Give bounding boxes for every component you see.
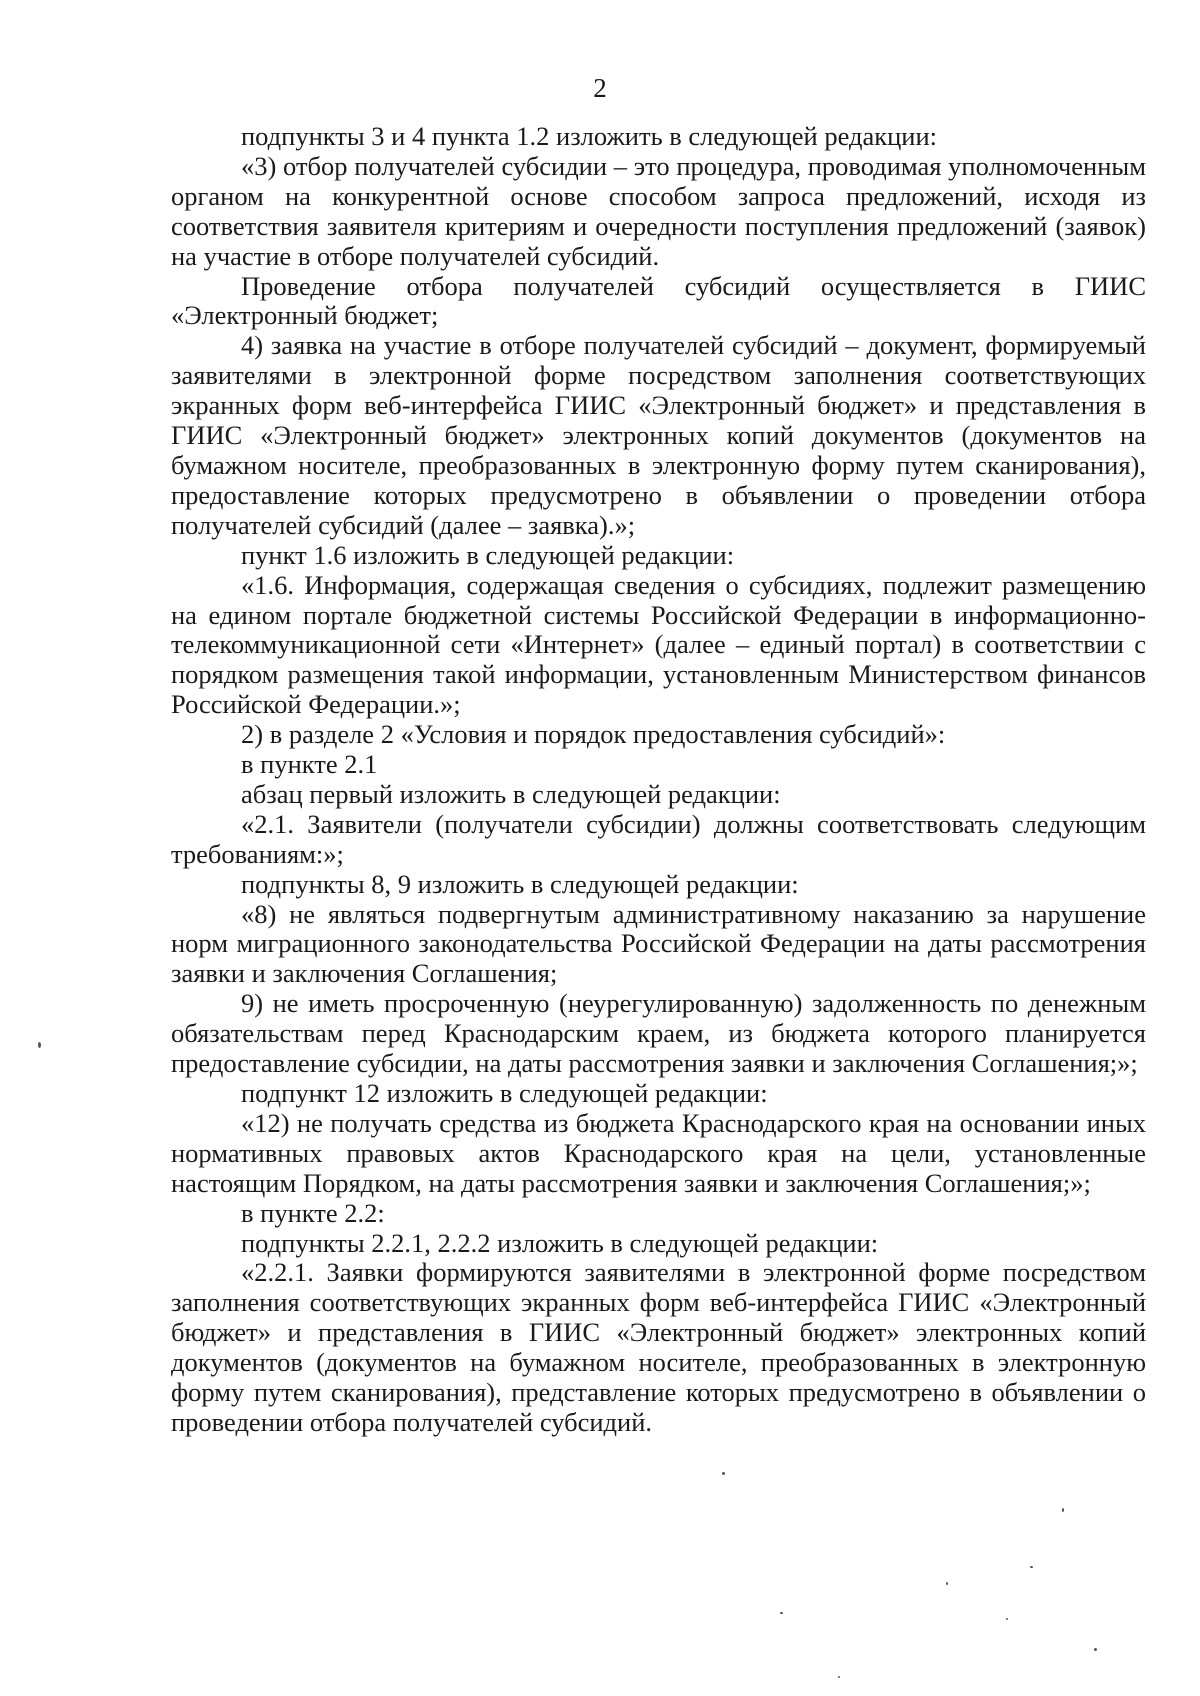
paragraph: подпункты 3 и 4 пункта 1.2 изложить в следующей редакции: (241, 121, 938, 151)
paragraph: подпункты 2.2.1, 2.2.2 изложить в следующей редакции: (241, 1227, 879, 1258)
paragraph: подпункт 12 изложить в следующей редакции: (241, 1078, 768, 1108)
paragraph: в пункте 2.2: (241, 1197, 385, 1228)
paragraph: подпункты 8, 9 изложить в следующей редакции: (241, 868, 799, 899)
paragraph: «1.6. Информация, содержащая сведения о субсидиях, подлежит размещению на едином портале бюджетной системы Российской Федерации в информационно-телекоммуникационной сети «Интернет» (далее – единый портал) в соответствии с порядком размещения такой информации, установленным Министерством финансов Российской Федерации.»; (171, 569, 1146, 720)
paragraph: пункт 1.6 изложить в следующей редакции: (241, 539, 735, 570)
scan-speck (1094, 1648, 1097, 1651)
scan-speck (946, 1582, 948, 1585)
scan-speck (1006, 1618, 1008, 1620)
page-number: 2 (593, 73, 607, 103)
paragraph: 4) заявка на участие в отборе получателей субсидий – документ, формируемый заявителями в электронной форме посредством заполнения соответствующих экранных форм веб-интерфейса ГИИС «Электронный бюджет» и представления в ГИИС «Электронный бюджет» электронных копий документов (документов на бумажном носителе, преобразованных в электронную форму путем сканирования), предоставление которых предусмотрено в объявлении о проведении отбора получателей субсидий (далее – заявка).»; (171, 330, 1146, 540)
paragraph: 9) не иметь просроченную (неурегулированную) задолженность по денежным обязательствам перед Краснодарским краем, из бюджета которого планируется предоставление субсидии, на даты рассмотрения заявки и заключения Соглашения;»; (171, 988, 1146, 1079)
scan-speck (38, 1042, 41, 1048)
paragraph: 2) в разделе 2 «Условия и порядок предоставления субсидий»: (241, 719, 946, 750)
scan-speck (722, 1472, 725, 1475)
paragraph: «2.2.1. Заявки формируются заявителями в электронной форме посредством заполнения соответствующих экранных форм веб-интерфейса ГИИС «Электронный бюджет» и представления в ГИИС «Электронный бюджет» электронных копий документов (документов на бумажном носителе, преобразованных в электронную форму путем сканирования), представление которых предусмотрено в объявлении о проведении отбора получателей субсидий. (171, 1257, 1146, 1437)
scan-speck (1062, 1508, 1064, 1512)
paragraph: абзац первый изложить в следующей редакции: (241, 778, 781, 809)
scan-speck (838, 1676, 840, 1678)
paragraph: Проведение отбора получателей субсидий осуществляется в ГИИС «Электронный бюджет; (171, 270, 1146, 331)
paragraph: «8) не являться подвергнутым административному наказанию за нарушение норм миграционного законодательства Российской Федерации на даты рассмотрения заявки и заключения Соглашения; (171, 898, 1146, 989)
paragraph: «3) отбор получателей субсидии – это процедура, проводимая уполномоченным органом на конкурентной основе способом запроса предложений, исходя из соответствия заявителя критериям и очередности поступления предложений (заявок) на участие в отборе получателей субсидий. (171, 150, 1146, 271)
document-body (171, 122, 1146, 1438)
scan-speck (780, 1612, 783, 1614)
paragraph: в пункте 2.1 (241, 749, 378, 780)
paragraph: «2.1. Заявители (получатели субсидии) должны соответствовать следующим требованиям:»; (171, 808, 1146, 869)
paragraph: «12) не получать средства из бюджета Краснодарского края на основании иных нормативных правовых актов Краснодарского края на цели, установленные настоящим Порядком, на даты рассмотрения заявки и заключения Соглашения;»; (171, 1107, 1146, 1198)
scan-speck (1030, 1566, 1033, 1568)
